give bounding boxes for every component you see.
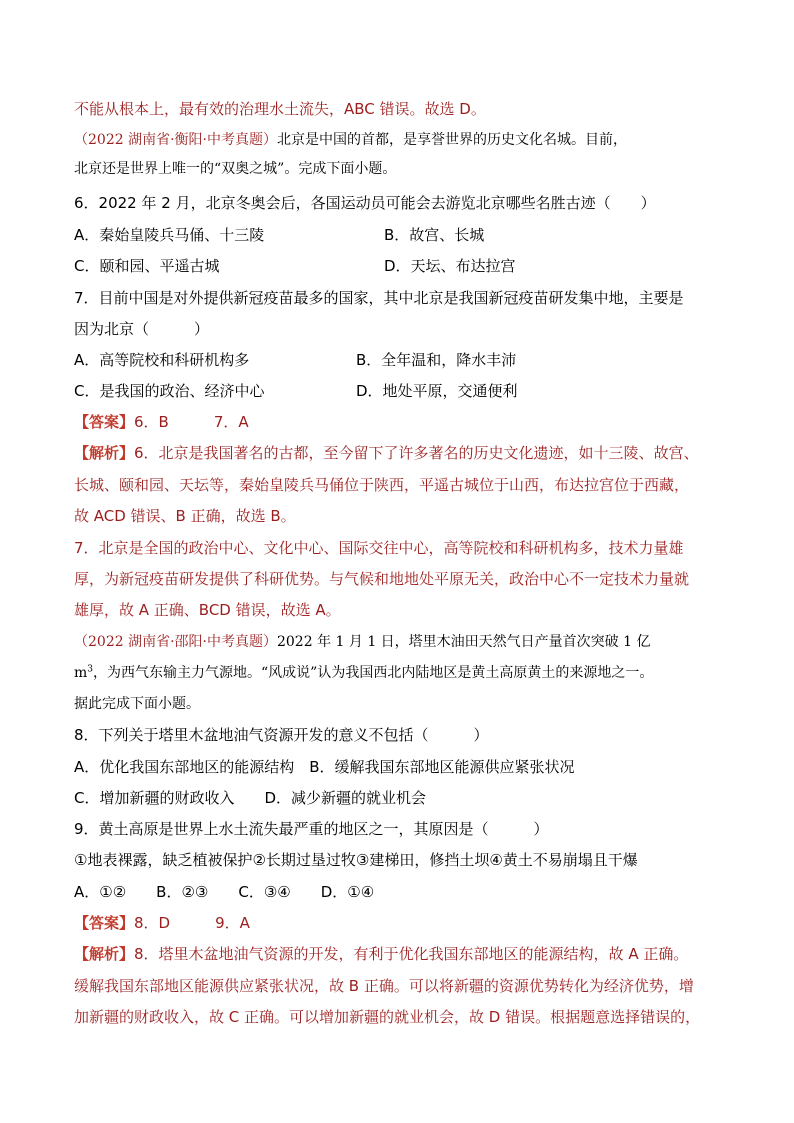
source-intro-2 [74,631,734,653]
source-tag: （2022 湖南省·邵阳·中考真题） [74,634,277,650]
question-7: 7．目前中国是对外提供新冠疫苗最多的国家，其中北京是我国新冠疫苗研发集中地，主要是 [74,289,684,307]
answer-line-1 [74,411,734,433]
answer-tag: 【答案】 [74,413,135,431]
option-b: B．故宫、长城 [384,226,485,244]
explanation-8-line-3: 加新疆的财政收入，故 C 正确。可以增加新疆的就业机会，故 D 错误。根据题意选择错误的， [74,1008,701,1026]
answer-line-2 [74,912,734,934]
explanation-tag: 【解析】 [74,444,135,462]
option-d: D．天坛、布达拉宫 [384,257,516,275]
intro-text: 2022 年 1 月 1 日，塔里木油田天然气日产量首次突破 1 亿 [276,634,651,650]
intro-text-cont: ，为西气东输主力气源地。“风成说”认为我国西北内陆地区是黄土高原黄土的来源地之一。 [93,665,654,681]
explanation-6-line-2: 长城、颐和园、天坛等，秦始皇陵兵马俑位于陕西，平遥古城位于山西，布达拉宫位于西藏， [74,476,690,494]
explanation-7-line-3: 雄厚，故 A 正确、BCD 错误，故选 A。 [74,601,341,619]
explanation-7-line-1: 7．北京是全国的政治中心、文化中心、国际交往中心，高等院校和科研机构多，技术力量雄 [74,539,684,557]
option-d: D．地处平原，交通便利 [356,382,518,400]
q8-options-row-2: C．增加新疆的财政收入 D．减少新疆的就业机会 [74,789,427,807]
question-9-statements: ①地表裸露，缺乏植被保护②长期过垦过牧③建梯田，修挡土坝④黄土不易崩塌且干爆 [74,851,638,869]
explanation-6-line-1 [74,442,734,464]
intro-text-2 [74,662,734,684]
option-b: B．全年温和，降水丰沛 [356,351,517,369]
answer-tag: 【答案】 [74,914,135,932]
explanation-6-line-3: 故 ACD 错误、B 正确，故选 B。 [74,507,296,525]
intro-text-2: 北京还是世界上唯一的“双奥之城”。完成下面小题。 [74,161,397,177]
intro-text-3: 据此完成下面小题。 [74,696,200,712]
explanation-tag: 【解析】 [74,945,135,963]
unit-m: m [74,665,88,681]
q9-options: A．①② B．②③ C．③④ D．①④ [74,883,375,901]
explanation-8-line-2: 缓解我国东部地区能源供应紧张状况，故 B 正确。可以将新疆的资源优势转化为经济优势，增 [74,977,694,995]
q8-options-row-1: A．优化我国东部地区的能源结构 B．缓解我国东部地区能源供应紧张状况 [74,758,575,776]
source-intro [74,129,734,151]
answer-text: 8．D 9．A [134,914,250,932]
source-tag: （2022 湖南省·衡阳·中考真题） [74,132,277,148]
explanation-line: 不能从根本上，最有效的治理水土流失，ABC 错误。故选 D。 [74,100,486,118]
explanation-text: 6．北京是我国著名的古都，至今留下了许多著名的历史文化遗迹，如十三陵、故宫、 [134,444,699,462]
question-7-cont: 因为北京（ ） [74,320,210,338]
explanation-8-line-1 [74,943,734,965]
question-8: 8．下列关于塔里木盆地油气资源开发的意义不包括（ ） [74,726,489,744]
option-c: C．颐和园、平遥古城 [74,257,220,275]
option-c: C．是我国的政治、经济中心 [74,382,265,400]
option-a: A．高等院校和科研机构多 [74,351,250,369]
answer-text: 6．B 7．A [134,413,249,431]
explanation-text: 8．塔里木盆地油气资源的开发，有利于优化我国东部地区的能源结构，故 A 正确。 [134,945,689,963]
question-9: 9．黄土高原是世界上水土流失最严重的地区之一，其原因是（ ） [74,820,549,838]
intro-text: 北京是中国的首都，是享誉世界的历史文化名城。目前， [276,132,627,148]
explanation-7-line-2: 厚，为新冠疫苗研发提供了科研优势。与气候和地地处平原无关，政治中心不一定技术力量就 [74,570,690,588]
option-a: A．秦始皇陵兵马俑、十三陵 [74,226,265,244]
unit-exponent: 3 [87,664,94,675]
question-6: 6．2022 年 2 月，北京冬奥会后，各国运动员可能会去游览北京哪些名胜古迹（ ） [74,194,656,212]
